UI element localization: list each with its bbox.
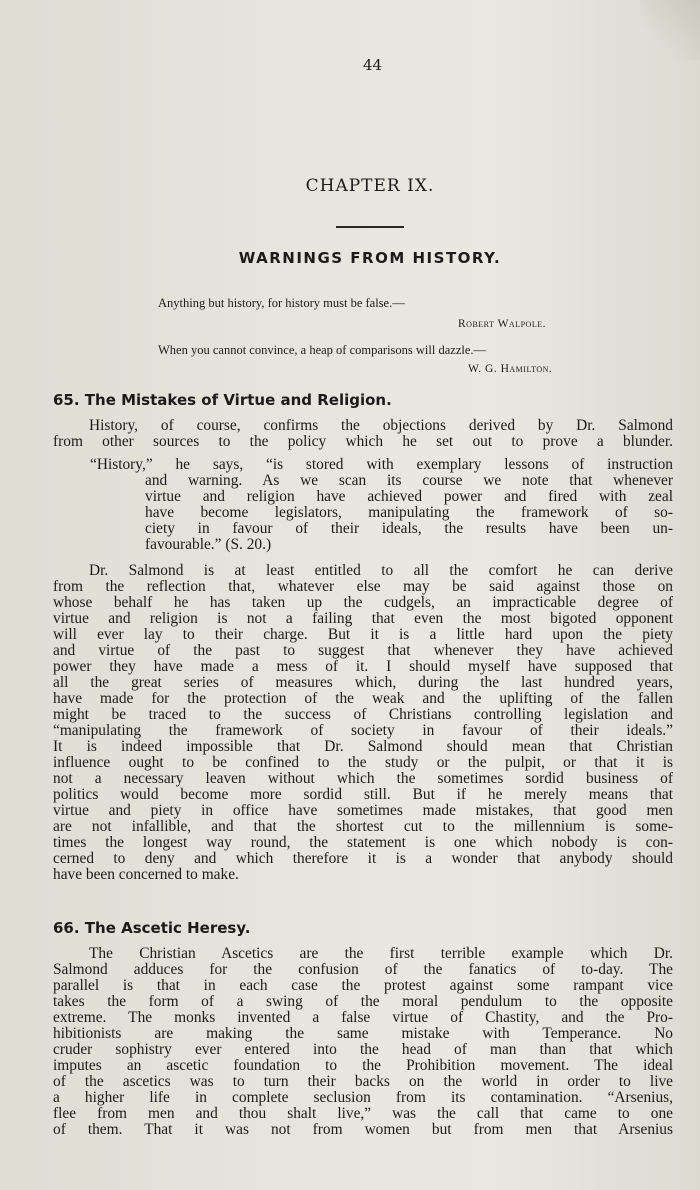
section-65-paragraph-2 [53, 563, 673, 883]
epigraph-1-author: Robert Walpole. [458, 318, 546, 330]
text-line: virtue and piety in office have sometimes made mistakes, that good men [53, 802, 673, 819]
text-line: ciety in favour of their ideals, the results have been un- [145, 520, 673, 537]
epigraph-2-text: When you cannot convince, a heap of comparisons will dazzle.— [158, 343, 487, 357]
text-line: History, of course, confirms the objections derived by Dr. Salmond [89, 417, 673, 434]
text-line: takes the form of a swing of the moral pendulum to the opposite [53, 993, 673, 1010]
text-line: cerned to deny and which therefore it is a wonder that anybody should [53, 850, 673, 867]
chapter-divider [336, 226, 404, 228]
chapter-title: WARNINGS FROM HISTORY. [238, 249, 502, 267]
text-line: flee from men and thou shalt live,” was the call that came to one [53, 1105, 673, 1122]
section-66-heading: 66. The Ascetic Heresy. [53, 919, 251, 937]
text-line: “History,” he says, “is stored with exemplary lessons of instruction [90, 456, 673, 473]
text-line: extreme. The monks invented a false virtue of Chastity, and the Pro- [53, 1009, 673, 1026]
text-line: have made for the protection of the weak and the uplifting of the fallen [53, 690, 673, 707]
epigraph-1-text: Anything but history, for history must be false.— [158, 296, 405, 310]
section-65-heading: 65. The Mistakes of Virtue and Religion. [53, 391, 392, 409]
text-line: all the great series of measures which, during the last hundred years, [53, 674, 673, 691]
text-line: will ever lay to their charge. But it is a little hard upon the piety [53, 626, 673, 643]
text-line: times the longest way round, the statement is one which nobody is con- [53, 834, 673, 851]
text-line: have become legislators, manipulating the framework of so- [145, 504, 673, 521]
section-65-quotation [90, 457, 673, 553]
text-line: have been concerned to make. [53, 866, 239, 883]
text-line: The Christian Ascetics are the first terrible example which Dr. [89, 945, 673, 962]
text-line: are not infallible, and that the shortest cut to the millennium is some- [53, 818, 673, 835]
text-line: It is indeed impossible that Dr. Salmond should mean that Christian [53, 738, 673, 755]
text-line: whose behalf he has taken up the cudgels, an impracticable degree of [53, 594, 673, 611]
text-line: and warning. As we scan its course we note that whenever [145, 472, 673, 489]
chapter-heading: CHAPTER IX. [305, 176, 435, 196]
text-line: politics would become more sordid still. But if he merely means that [53, 786, 673, 803]
section-65-paragraph-1 [53, 418, 673, 450]
text-line: favourable.” (S. 20.) [145, 536, 272, 553]
section-66-paragraph-1 [53, 946, 673, 1138]
epigraph-2-author: W. G. Hamilton. [468, 363, 553, 375]
text-line: power they have made a mess of it. I should myself have supposed that [53, 658, 673, 675]
text-line: a higher life in complete seclusion from its contamination. “Arsenius, [53, 1089, 673, 1106]
text-line: from other sources to the policy which he set out to prove a blunder. [53, 433, 673, 450]
text-line: virtue and religion is not a failing that even the most bigoted opponent [53, 610, 673, 627]
page-corner-shadow [640, 0, 700, 60]
text-line: Salmond adduces for the confusion of the fanatics of to-day. The [53, 961, 673, 978]
text-line: influence ought to be confined to the study or the pulpit, or that it is [53, 754, 673, 771]
text-line: “manipulating the framework of society in favour of their ideals.” [53, 722, 673, 739]
text-line: virtue and religion have achieved power and fired with zeal [145, 488, 673, 505]
page-number: 44 [362, 56, 383, 74]
text-line: not a necessary leaven without which the sometimes sordid business of [53, 770, 673, 787]
text-line: cruder sophistry ever entered into the head of man than that which [53, 1041, 673, 1058]
text-line: of them. That it was not from women but from men that Arsenius [53, 1121, 673, 1138]
text-line: hibitionists are making the same mistake with Temperance. No [53, 1025, 673, 1042]
text-line: imputes an ascetic foundation to the Prohibition movement. The ideal [53, 1057, 673, 1074]
text-line: from the reflection that, whatever else may be said against those on [53, 578, 673, 595]
text-line: might be traced to the success of Christians controlling legislation and [53, 706, 673, 723]
text-line: of the ascetics was to turn their backs on the world in order to live [53, 1073, 673, 1090]
text-line: parallel is that in each case the protest against some rampant vice [53, 977, 673, 994]
text-line: and virtue of the past to suggest that whenever they have achieved [53, 642, 673, 659]
text-line: Dr. Salmond is at least entitled to all the comfort he can derive [89, 562, 673, 579]
